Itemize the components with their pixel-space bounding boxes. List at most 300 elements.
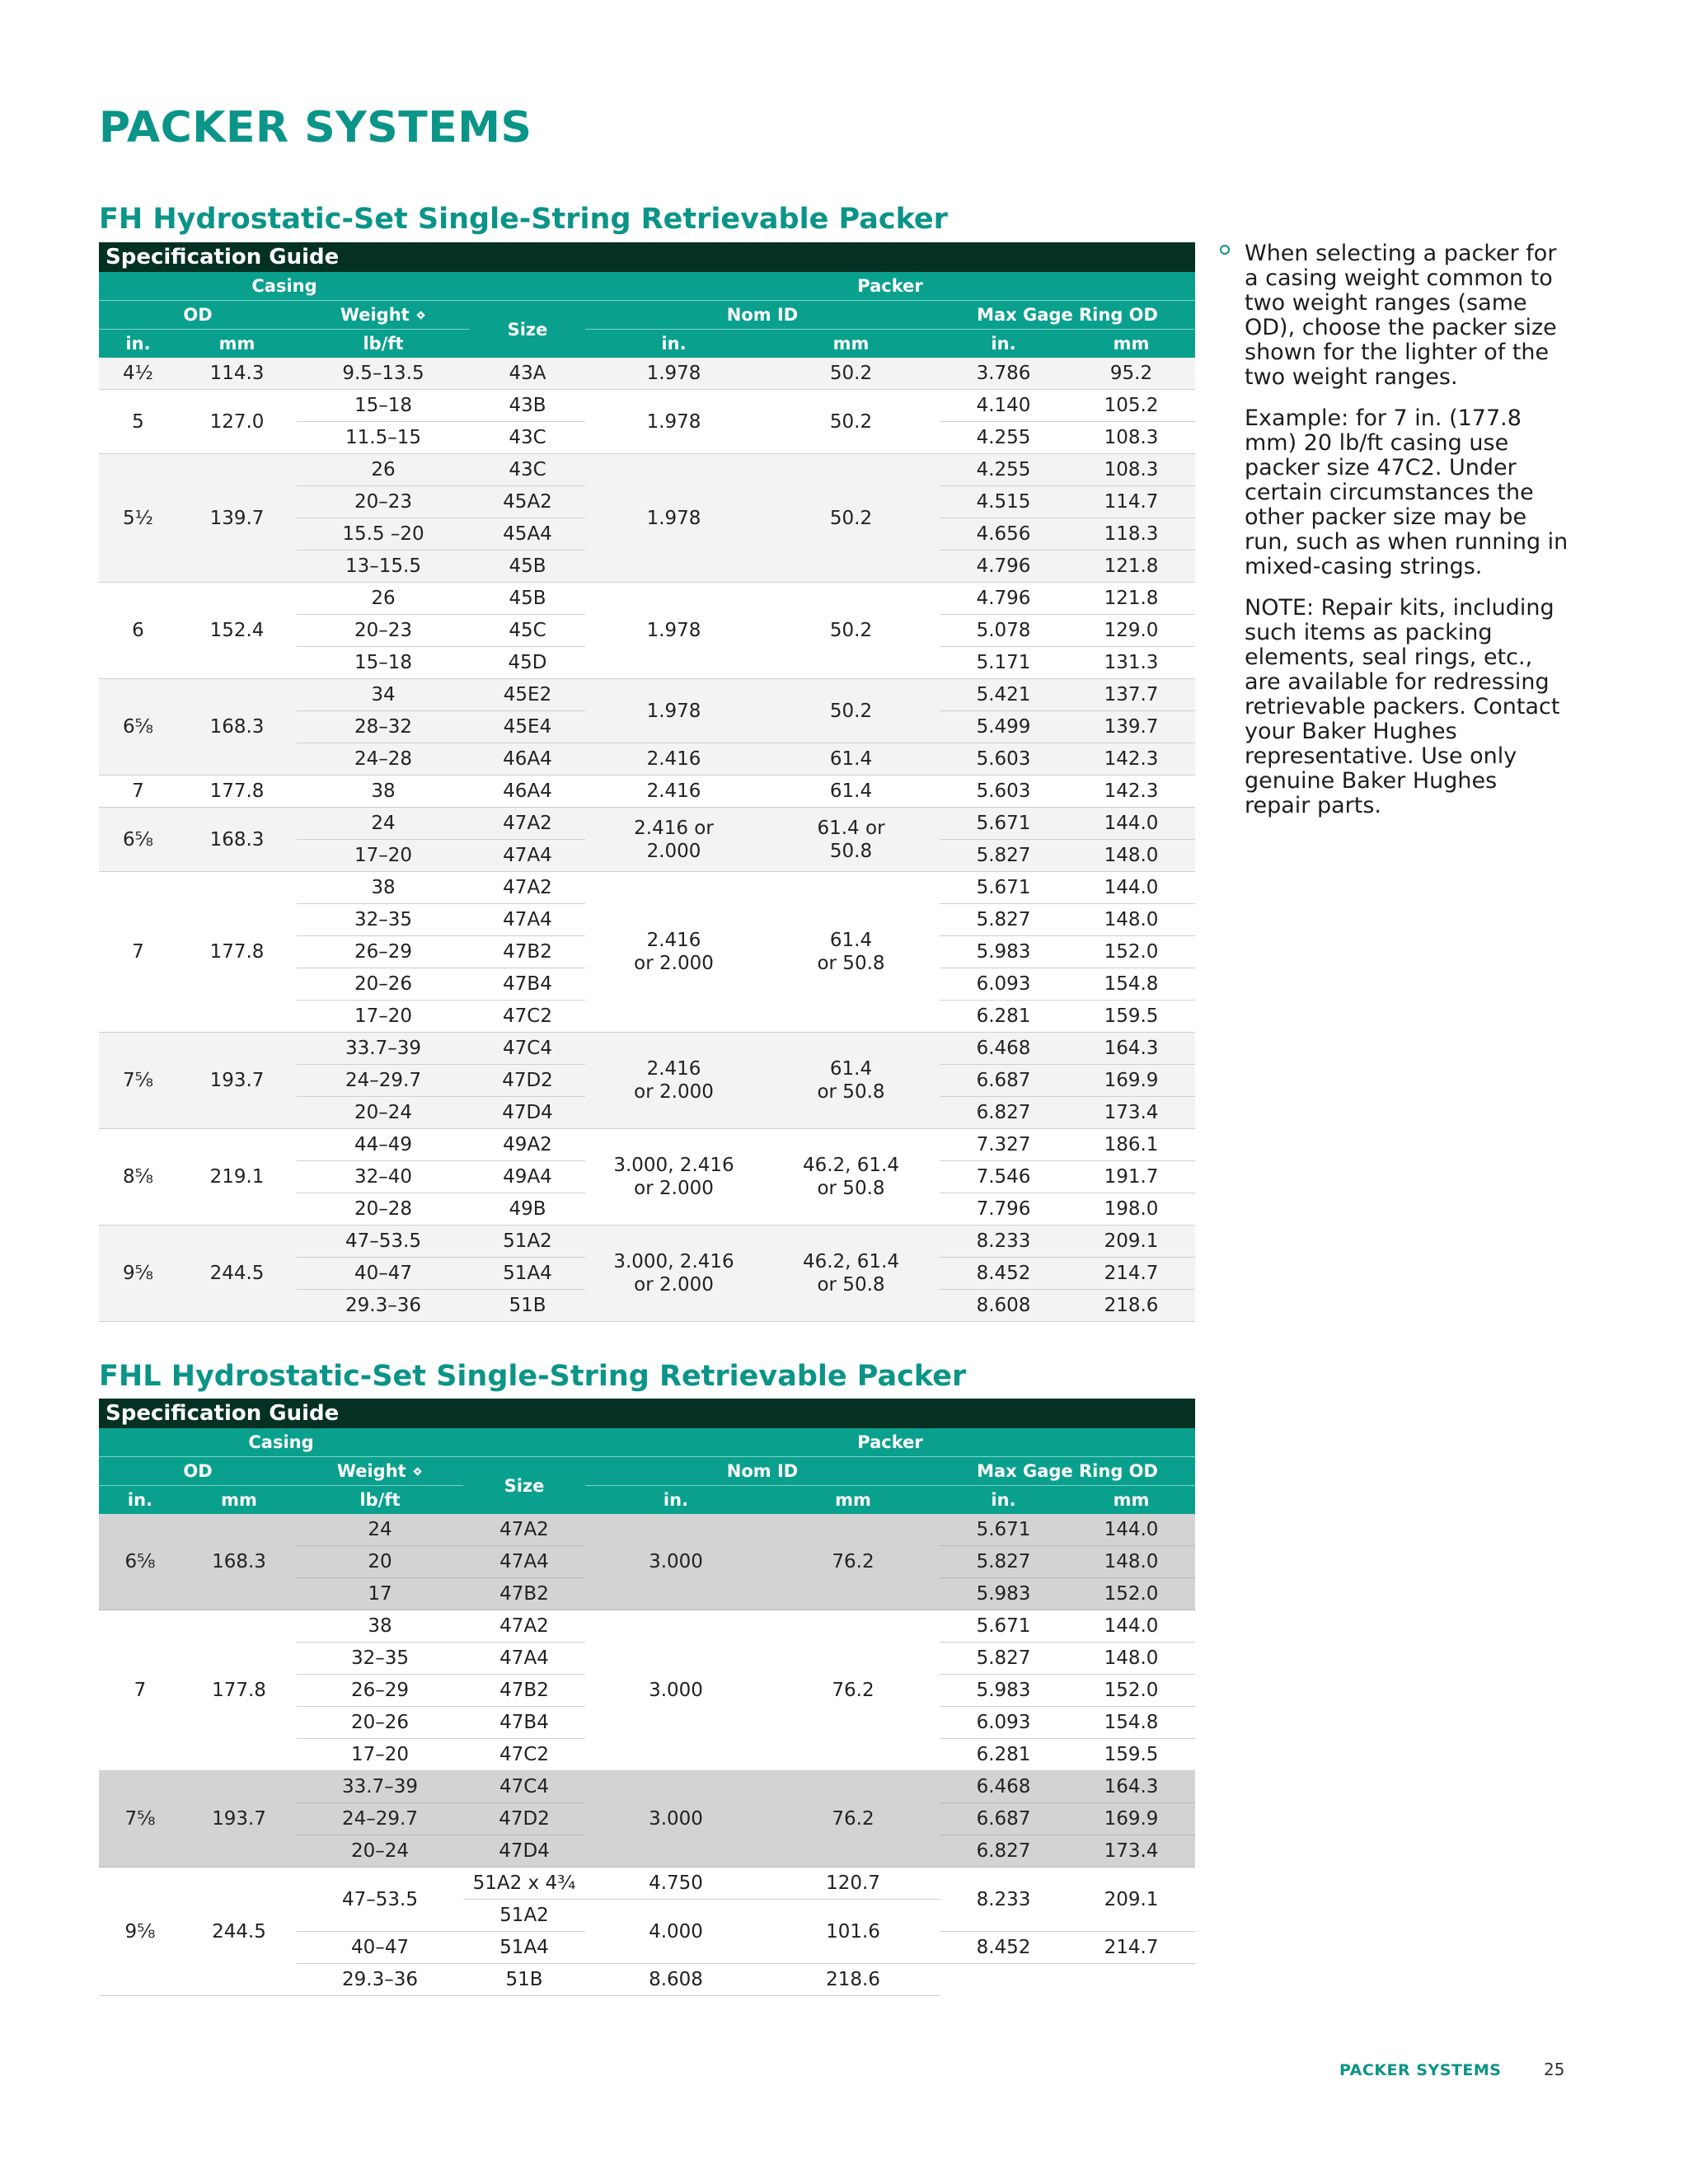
table-cell: 32–35 [297, 904, 470, 936]
fh-head-od-mm: mm [177, 330, 297, 359]
table-cell: 6.687 [940, 1803, 1067, 1835]
table-cell: 24–29.7 [297, 1065, 470, 1097]
table-cell: 28–32 [297, 711, 470, 743]
table-cell: 5.499 [940, 711, 1067, 743]
table-cell: 1.978 [585, 390, 762, 454]
table-cell: 45C [470, 615, 585, 647]
table-cell: 4.515 [940, 486, 1067, 518]
fh-head-id-in: in. [585, 330, 762, 359]
table-cell: 45E4 [470, 711, 585, 743]
table-cell: 168.3 [181, 1514, 297, 1610]
table-cell: 219.1 [177, 1129, 297, 1226]
table-cell: 47A2 [463, 1610, 585, 1643]
table-cell: 152.0 [1067, 936, 1195, 968]
table-cell: 5.827 [940, 904, 1067, 936]
fhl-section-title: FHL Hydrostatic-Set Single-String Retrievable Packer [99, 1360, 967, 1393]
table-cell: 144.0 [1067, 1610, 1195, 1643]
table-cell: 95.2 [1067, 358, 1195, 390]
table-cell: 20–24 [297, 1097, 470, 1129]
table-cell: 44–49 [297, 1129, 470, 1161]
table-cell: 1.978 [585, 583, 762, 679]
table-cell: 108.3 [1067, 454, 1195, 486]
table-cell: 38 [297, 872, 470, 904]
fhl-head-max-gage: Max Gage Ring OD [940, 1457, 1195, 1486]
table-row [99, 1226, 1195, 1258]
table-cell: 32–35 [297, 1643, 463, 1675]
note-text: When selecting a packer for a casing weight common to two weight ranges (same OD), choose the packer size shown for the lighter of the two weight ranges. [1245, 241, 1557, 390]
table-cell: 26 [297, 583, 470, 615]
table-cell: 51A2 [463, 1900, 585, 1932]
table-cell: 5.983 [940, 936, 1067, 968]
fh-head-size: Size [470, 301, 585, 359]
table-cell: 4.796 [940, 551, 1067, 583]
table-cell: 4.255 [940, 454, 1067, 486]
table-cell: 139.7 [177, 454, 297, 583]
table-cell: 3.000 [585, 1771, 767, 1868]
fhl-head-size: Size [463, 1457, 585, 1515]
table-cell: 6.468 [940, 1771, 1067, 1803]
table-cell: 50.2 [762, 679, 940, 743]
table-cell: 152.0 [1067, 1675, 1195, 1707]
table-cell: 4.796 [940, 583, 1067, 615]
table-cell: 164.3 [1067, 1033, 1195, 1065]
table-cell: 177.8 [181, 1610, 297, 1771]
table-cell: 20–28 [297, 1193, 470, 1226]
table-cell: 159.5 [1067, 1739, 1195, 1771]
table-row [99, 1771, 1195, 1803]
table-cell: 5.827 [940, 840, 1067, 872]
table-cell: 46A4 [470, 776, 585, 808]
table-cell: 47C4 [470, 1033, 585, 1065]
table-cell: 20–24 [297, 1835, 463, 1868]
table-cell: 4.140 [940, 390, 1067, 422]
table-cell: 11.5–15 [297, 422, 470, 454]
table-cell: 47–53.5 [297, 1226, 470, 1258]
table-cell: 26–29 [297, 936, 470, 968]
table-cell: 46.2, 61.4 or 50.8 [762, 1226, 940, 1322]
table-cell: 45A2 [470, 486, 585, 518]
table-cell: 5.171 [940, 647, 1067, 679]
table-cell: 24–28 [297, 743, 470, 776]
fhl-spec-guide-label: Specification Guide [99, 1399, 1195, 1428]
table-cell: 7 [99, 872, 177, 1033]
table-cell: 5.671 [940, 1514, 1067, 1546]
table-cell: 5.983 [940, 1578, 1067, 1610]
table-cell: 1.978 [585, 454, 762, 583]
table-row [99, 1129, 1195, 1161]
table-cell: 61.4 or 50.8 [762, 872, 940, 1033]
table-cell: 3.000 [585, 1514, 767, 1610]
table-cell: 148.0 [1067, 904, 1195, 936]
table-cell: 47A4 [463, 1546, 585, 1578]
table-cell: 168.3 [177, 679, 297, 776]
table-cell: 4.750 [585, 1868, 767, 1900]
table-cell: 76.2 [767, 1514, 940, 1610]
table-cell: 47C2 [470, 1001, 585, 1033]
table-cell: 15–18 [297, 390, 470, 422]
table-cell: 15.5 –20 [297, 518, 470, 551]
table-cell: 101.6 [767, 1900, 940, 1964]
table-cell: 7⅝ [99, 1033, 177, 1129]
table-cell: 2.416 [585, 743, 762, 776]
table-cell: 193.7 [177, 1033, 297, 1129]
table-cell: 50.2 [762, 583, 940, 679]
fhl-head-nom-id: Nom ID [585, 1457, 940, 1486]
table-cell: 129.0 [1067, 615, 1195, 647]
table-cell: 118.3 [1067, 518, 1195, 551]
table-row [99, 808, 1195, 840]
table-cell: 148.0 [1067, 1643, 1195, 1675]
table-cell: 49A4 [470, 1161, 585, 1193]
table-cell: 4½ [99, 358, 177, 390]
table-cell: 47B2 [470, 936, 585, 968]
table-cell: 5.671 [940, 1610, 1067, 1643]
table-cell: 24–29.7 [297, 1803, 463, 1835]
table-cell: 105.2 [1067, 390, 1195, 422]
table-cell: 43C [470, 422, 585, 454]
table-cell: 26 [297, 454, 470, 486]
table-cell: 6⅝ [99, 1514, 181, 1610]
fhl-head-od-in: in. [99, 1486, 181, 1515]
table-cell: 214.7 [1067, 1932, 1195, 1964]
fh-head-od: OD [99, 301, 297, 330]
fhl-head-weight: Weight ⋄ [297, 1457, 463, 1486]
table-cell: 6.093 [940, 968, 1067, 1001]
table-cell: 4.000 [585, 1900, 767, 1964]
table-cell: 6.281 [940, 1739, 1067, 1771]
note-text: Example: for 7 in. (177.8 mm) 20 lb/ft casing use packer size 47C2. Under certain circumstances the other packer size may be run, such as when running in mixed-casing strings. [1245, 405, 1568, 579]
table-cell: 47B4 [463, 1707, 585, 1739]
table-cell: 198.0 [1067, 1193, 1195, 1226]
table-cell: 6⅝ [99, 808, 177, 872]
table-cell: 120.7 [767, 1868, 940, 1900]
table-cell: 7.796 [940, 1193, 1067, 1226]
table-cell: 15–18 [297, 647, 470, 679]
table-cell: 29.3–36 [297, 1964, 463, 1996]
table-cell: 209.1 [1067, 1868, 1195, 1932]
table-cell: 8⅝ [99, 1129, 177, 1226]
table-row [99, 776, 1195, 808]
diamond-bullet-icon [1220, 245, 1230, 255]
table-cell: 144.0 [1067, 872, 1195, 904]
fhl-head-gage-in: in. [940, 1486, 1067, 1515]
table-cell: 8.452 [940, 1932, 1067, 1964]
table-cell: 2.416 or 2.000 [585, 808, 762, 872]
fh-head-blank [470, 272, 585, 301]
table-cell: 50.2 [762, 358, 940, 390]
table-cell: 121.8 [1067, 583, 1195, 615]
table-cell: 33.7–39 [297, 1033, 470, 1065]
fhl-head-casing: Casing [99, 1428, 463, 1457]
table-cell: 43C [470, 454, 585, 486]
table-cell: 47A4 [463, 1643, 585, 1675]
table-cell: 114.3 [177, 358, 297, 390]
table-cell: 6 [99, 583, 177, 679]
table-cell: 49A2 [470, 1129, 585, 1161]
table-cell: 1.978 [585, 358, 762, 390]
fh-head-nom-id: Nom ID [585, 301, 940, 330]
table-cell: 5½ [99, 454, 177, 583]
fhl-head-weight-unit: lb/ft [297, 1486, 463, 1515]
table-cell: 46A4 [470, 743, 585, 776]
table-row [99, 1868, 1195, 1900]
fh-head-max-gage: Max Gage Ring OD [940, 301, 1195, 330]
table-cell: 137.7 [1067, 679, 1195, 711]
table-cell: 177.8 [177, 776, 297, 808]
page-title: PACKER SYSTEMS [99, 103, 532, 152]
table-cell: 51A4 [470, 1258, 585, 1290]
table-cell: 47D4 [470, 1097, 585, 1129]
table-cell: 5.671 [940, 872, 1067, 904]
fhl-head-od-mm: mm [181, 1486, 297, 1515]
fhl-head-packer: Packer [585, 1428, 1195, 1457]
table-cell: 6.827 [940, 1097, 1067, 1129]
table-row [99, 679, 1195, 711]
table-row [99, 358, 1195, 390]
table-cell: 6.468 [940, 1033, 1067, 1065]
table-cell: 8.608 [940, 1290, 1067, 1322]
table-cell: 5.827 [940, 1643, 1067, 1675]
table-cell: 8.452 [940, 1258, 1067, 1290]
table-row [99, 454, 1195, 486]
table-cell: 5.983 [940, 1675, 1067, 1707]
table-cell: 6.827 [940, 1835, 1067, 1868]
fhl-head-id-mm: mm [767, 1486, 940, 1515]
table-cell: 26–29 [297, 1675, 463, 1707]
table-cell: 186.1 [1067, 1129, 1195, 1161]
table-cell: 17–20 [297, 1001, 470, 1033]
table-cell: 144.0 [1067, 808, 1195, 840]
fhl-head-od: OD [99, 1457, 297, 1486]
table-cell: 49B [470, 1193, 585, 1226]
table-cell: 3.000 [585, 1610, 767, 1771]
table-cell: 51B [463, 1964, 585, 1996]
table-cell: 8.233 [940, 1226, 1067, 1258]
table-cell: 193.7 [181, 1771, 297, 1868]
table-cell: 8.608 [585, 1964, 767, 1996]
table-cell: 142.3 [1067, 743, 1195, 776]
fhl-head-blank [463, 1428, 585, 1457]
table-cell: 3.000, 2.416 or 2.000 [585, 1226, 762, 1322]
table-cell: 47D2 [463, 1803, 585, 1835]
table-cell: 177.8 [177, 872, 297, 1033]
table-cell: 45B [470, 551, 585, 583]
table-cell: 121.8 [1067, 551, 1195, 583]
table-cell: 5.603 [940, 743, 1067, 776]
table-cell: 114.7 [1067, 486, 1195, 518]
table-cell: 24 [297, 808, 470, 840]
table-cell: 154.8 [1067, 1707, 1195, 1739]
table-cell: 47B2 [463, 1675, 585, 1707]
table-cell: 148.0 [1067, 840, 1195, 872]
fh-spec-guide-label: Specification Guide [99, 242, 1195, 272]
table-cell: 38 [297, 776, 470, 808]
table-cell: 47B2 [463, 1578, 585, 1610]
fh-head-casing: Casing [99, 272, 470, 301]
table-cell: 152.0 [1067, 1578, 1195, 1610]
table-cell: 108.3 [1067, 422, 1195, 454]
table-row [99, 1610, 1195, 1643]
table-cell: 61.4 [762, 743, 940, 776]
table-cell: 3.000, 2.416 or 2.000 [585, 1129, 762, 1226]
table-cell: 51A2 [470, 1226, 585, 1258]
table-cell: 218.6 [1067, 1290, 1195, 1322]
table-row [99, 1033, 1195, 1065]
fh-head-gage-in: in. [940, 330, 1067, 359]
fh-head-od-in: in. [99, 330, 177, 359]
table-cell: 7.327 [940, 1129, 1067, 1161]
note-item [1215, 596, 1569, 818]
table-cell: 45E2 [470, 679, 585, 711]
table-cell: 127.0 [177, 390, 297, 454]
table-cell: 2.416 or 2.000 [585, 1033, 762, 1129]
table-cell: 32–40 [297, 1161, 470, 1193]
table-cell: 45B [470, 583, 585, 615]
table-cell: 5.603 [940, 776, 1067, 808]
table-cell: 20–23 [297, 615, 470, 647]
table-row [99, 1514, 1195, 1546]
fh-head-packer: Packer [585, 272, 1195, 301]
table-cell: 218.6 [767, 1964, 940, 1996]
table-cell: 13–15.5 [297, 551, 470, 583]
table-cell: 5.671 [940, 808, 1067, 840]
table-cell: 6⅝ [99, 679, 177, 776]
table-cell: 9.5–13.5 [297, 358, 470, 390]
table-cell: 7⅝ [99, 1771, 181, 1868]
table-cell: 131.3 [1067, 647, 1195, 679]
table-cell: 20–23 [297, 486, 470, 518]
table-cell: 47A2 [470, 808, 585, 840]
table-cell: 5 [99, 390, 177, 454]
table-cell: 38 [297, 1610, 463, 1643]
table-cell: 20–26 [297, 968, 470, 1001]
table-cell: 154.8 [1067, 968, 1195, 1001]
table-cell: 40–47 [297, 1258, 470, 1290]
table-cell: 6.281 [940, 1001, 1067, 1033]
table-cell: 169.9 [1067, 1065, 1195, 1097]
table-cell: 47D4 [463, 1835, 585, 1868]
table-cell: 5.078 [940, 615, 1067, 647]
table-cell: 33.7–39 [297, 1771, 463, 1803]
note-text: NOTE: Repair kits, including such items as packing elements, seal rings, etc., are available for redressing retrievable packers. Contact your Baker Hughes representative. Use only genuine Baker Hughes repair parts. [1245, 595, 1560, 818]
table-cell: 51A2 x 4¾ [463, 1868, 585, 1900]
table-cell: 47C4 [463, 1771, 585, 1803]
table-cell: 159.5 [1067, 1001, 1195, 1033]
fh-head-gage-mm: mm [1067, 330, 1195, 359]
table-cell: 6.687 [940, 1065, 1067, 1097]
table-row [99, 872, 1195, 904]
table-row [99, 583, 1195, 615]
fh-spec-table [99, 242, 1195, 1322]
table-cell: 47B4 [470, 968, 585, 1001]
table-cell: 169.9 [1067, 1803, 1195, 1835]
table-cell: 47A2 [463, 1514, 585, 1546]
table-cell: 51A4 [463, 1932, 585, 1964]
table-cell: 148.0 [1067, 1546, 1195, 1578]
table-cell: 61.4 [762, 776, 940, 808]
table-cell: 47A4 [470, 904, 585, 936]
page-number: 25 [1544, 2060, 1565, 2079]
table-cell: 4.656 [940, 518, 1067, 551]
table-cell: 173.4 [1067, 1835, 1195, 1868]
table-cell: 3.786 [940, 358, 1067, 390]
table-cell: 50.2 [762, 454, 940, 583]
table-cell: 7 [99, 1610, 181, 1771]
table-cell: 40–47 [297, 1932, 463, 1964]
table-cell: 34 [297, 679, 470, 711]
table-cell: 214.7 [1067, 1258, 1195, 1290]
fh-head-weight-unit: lb/ft [297, 330, 470, 359]
table-cell: 209.1 [1067, 1226, 1195, 1258]
table-cell: 76.2 [767, 1610, 940, 1771]
fhl-head-gage-mm: mm [1067, 1486, 1195, 1515]
table-cell: 17 [297, 1578, 463, 1610]
table-cell: 51B [470, 1290, 585, 1322]
table-cell: 24 [297, 1514, 463, 1546]
table-cell: 244.5 [177, 1226, 297, 1322]
table-cell: 5.827 [940, 1546, 1067, 1578]
table-cell: 191.7 [1067, 1161, 1195, 1193]
table-cell: 2.416 [585, 776, 762, 808]
table-cell: 50.2 [762, 390, 940, 454]
table-cell: 8.233 [940, 1868, 1067, 1932]
note-item [1215, 241, 1569, 390]
table-cell: 4.255 [940, 422, 1067, 454]
table-cell: 17–20 [297, 840, 470, 872]
table-row [99, 390, 1195, 422]
table-cell: 47A2 [470, 872, 585, 904]
table-cell: 47C2 [463, 1739, 585, 1771]
table-cell: 164.3 [1067, 1771, 1195, 1803]
table-cell: 9⅝ [99, 1868, 181, 1996]
table-cell: 168.3 [177, 808, 297, 872]
table-cell: 1.978 [585, 679, 762, 743]
table-cell: 9⅝ [99, 1226, 177, 1322]
fh-head-weight: Weight ⋄ [297, 301, 470, 330]
table-cell: 61.4 or 50.8 [762, 808, 940, 872]
table-cell: 2.416 or 2.000 [585, 872, 762, 1033]
table-cell: 47D2 [470, 1065, 585, 1097]
table-cell: 29.3–36 [297, 1290, 470, 1322]
table-cell: 43A [470, 358, 585, 390]
table-cell: 20–26 [297, 1707, 463, 1739]
table-cell: 47–53.5 [297, 1868, 463, 1932]
table-cell: 6.093 [940, 1707, 1067, 1739]
table-cell: 45D [470, 647, 585, 679]
table-cell: 173.4 [1067, 1097, 1195, 1129]
table-cell: 46.2, 61.4 or 50.8 [762, 1129, 940, 1226]
fhl-head-id-in: in. [585, 1486, 767, 1515]
table-cell: 43B [470, 390, 585, 422]
table-cell: 7 [99, 776, 177, 808]
table-cell: 7.546 [940, 1161, 1067, 1193]
table-cell: 17–20 [297, 1739, 463, 1771]
table-cell: 20 [297, 1546, 463, 1578]
notes-panel [1215, 241, 1569, 835]
table-cell: 47A4 [470, 840, 585, 872]
table-cell: 244.5 [181, 1868, 297, 1996]
note-item [1215, 406, 1569, 579]
table-cell: 139.7 [1067, 711, 1195, 743]
table-cell: 142.3 [1067, 776, 1195, 808]
footer-section-label: PACKER SYSTEMS [1339, 2061, 1502, 2079]
table-cell: 152.4 [177, 583, 297, 679]
table-cell: 45A4 [470, 518, 585, 551]
table-cell: 76.2 [767, 1771, 940, 1868]
fh-section-title: FH Hydrostatic-Set Single-String Retrievable Packer [99, 203, 948, 236]
fhl-spec-table [99, 1399, 1195, 1996]
fh-head-id-mm: mm [762, 330, 940, 359]
